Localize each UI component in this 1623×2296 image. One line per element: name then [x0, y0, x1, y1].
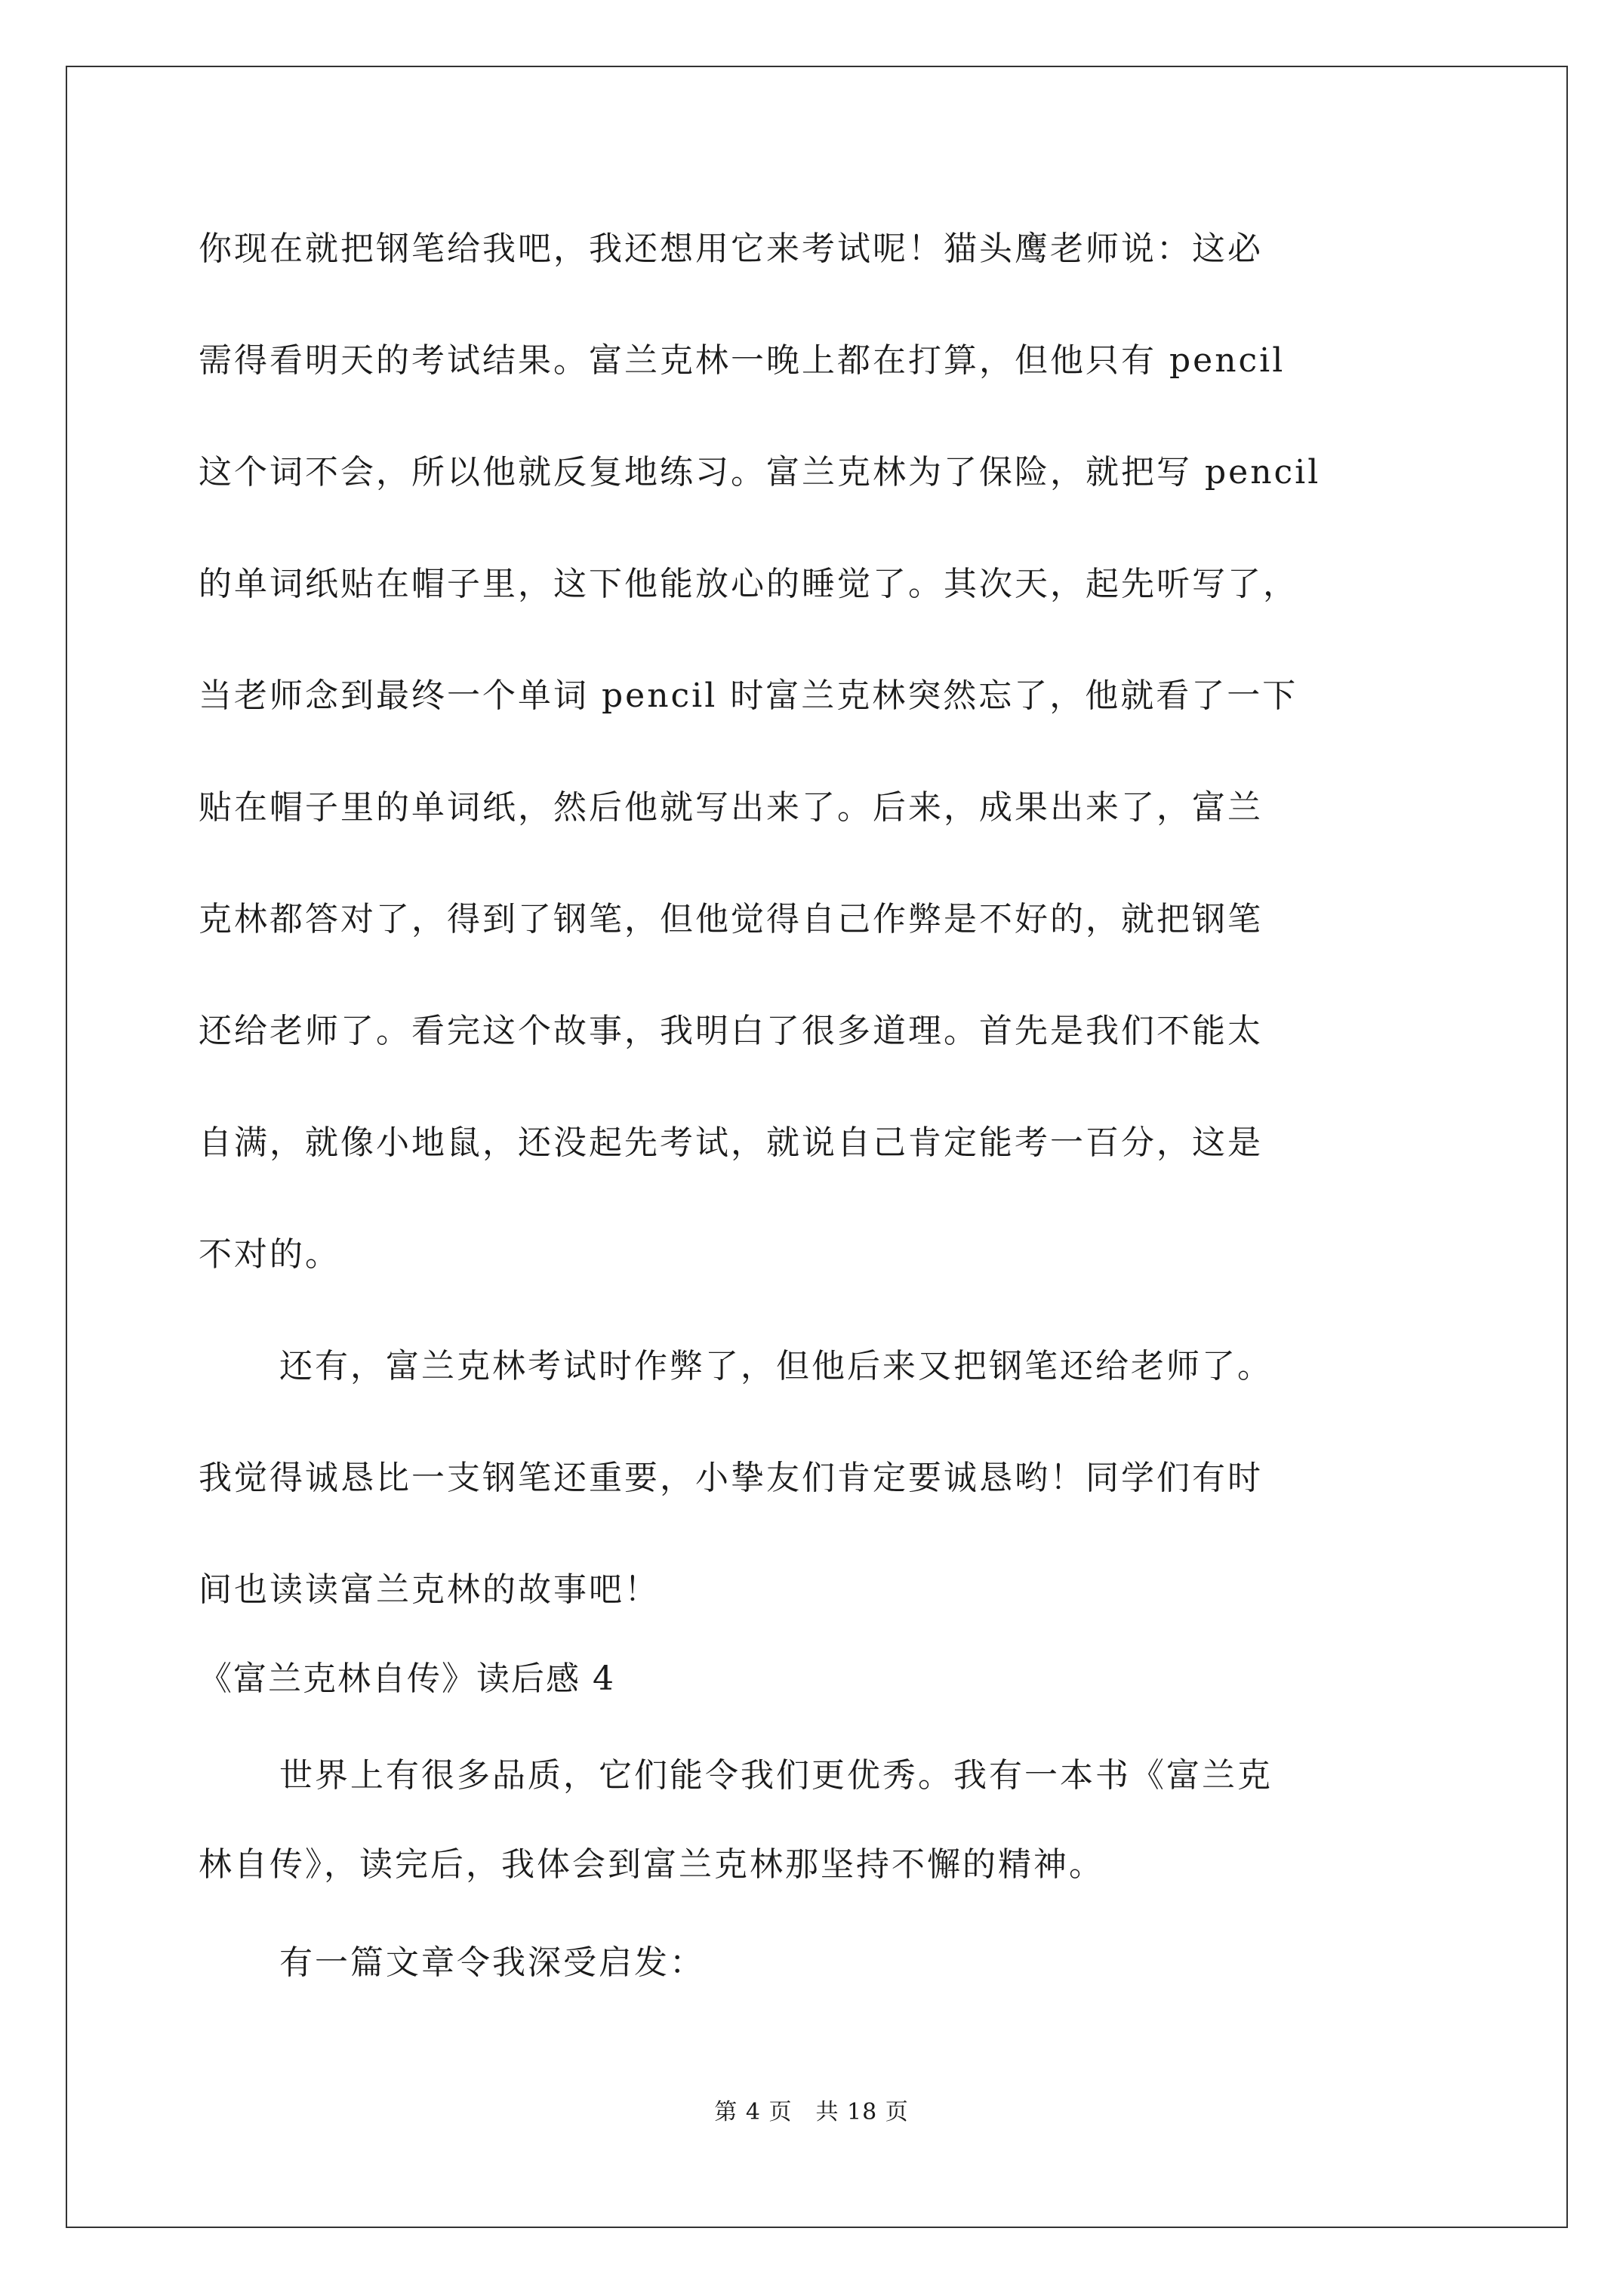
paragraph-line: 还给老师了。看完这个故事，我明白了很多道理。首先是我们不能太: [199, 1012, 1263, 1050]
paragraph-line: 当老师念到最终一个单词 pencil 时富兰克林突然忘了，他就看了一下: [199, 676, 1298, 715]
paragraph-line: 自满，就像小地鼠，还没起先考试，就说自己肯定能考一百分，这是: [199, 1123, 1263, 1162]
paragraph-line: 贴在帽子里的单词纸，然后他就写出来了。后来，成果出来了，富兰: [199, 788, 1263, 827]
page-footer: 第 4 页 共 18 页: [714, 2099, 909, 2125]
paragraph-line: 有一篇文章令我深受启发：: [279, 1943, 705, 1982]
paragraph-line: 间也读读富兰克林的故事吧！: [199, 1570, 660, 1609]
paragraph-line: 克林都答对了，得到了钢笔，但他觉得自己作弊是不好的，就把钢笔: [199, 900, 1263, 938]
paragraph-line: 不对的。: [199, 1235, 340, 1274]
paragraph-line: 还有，富兰克林考试时作弊了，但他后来又把钢笔还给老师了。: [279, 1347, 1273, 1385]
paragraph-line: 的单词纸贴在帽子里，这下他能放心的睡觉了。其次天，起先听写了，: [199, 565, 1298, 603]
paragraph-line: 林自传》，读完后，我体会到富兰克林那坚持不懈的精神。: [199, 1845, 1104, 1884]
paragraph-line: 世界上有很多品质，它们能令我们更优秀。我有一本书《富兰克: [279, 1756, 1273, 1795]
section-heading: 《富兰克林自传》读后感 4: [199, 1660, 615, 1698]
paragraph-line: 这个词不会，所以他就反复地练习。富兰克林为了保险，就把写 pencil: [199, 453, 1321, 492]
paragraph-line: 我觉得诚恳比一支钢笔还重要，小挚友们肯定要诚恳哟！同学们有时: [199, 1459, 1263, 1497]
paragraph-line: 需得看明天的考试结果。富兰克林一晚上都在打算，但他只有 pencil: [199, 341, 1286, 380]
paragraph-line: 你现在就把钢笔给我吧，我还想用它来考试呢！猫头鹰老师说：这必: [199, 230, 1263, 268]
